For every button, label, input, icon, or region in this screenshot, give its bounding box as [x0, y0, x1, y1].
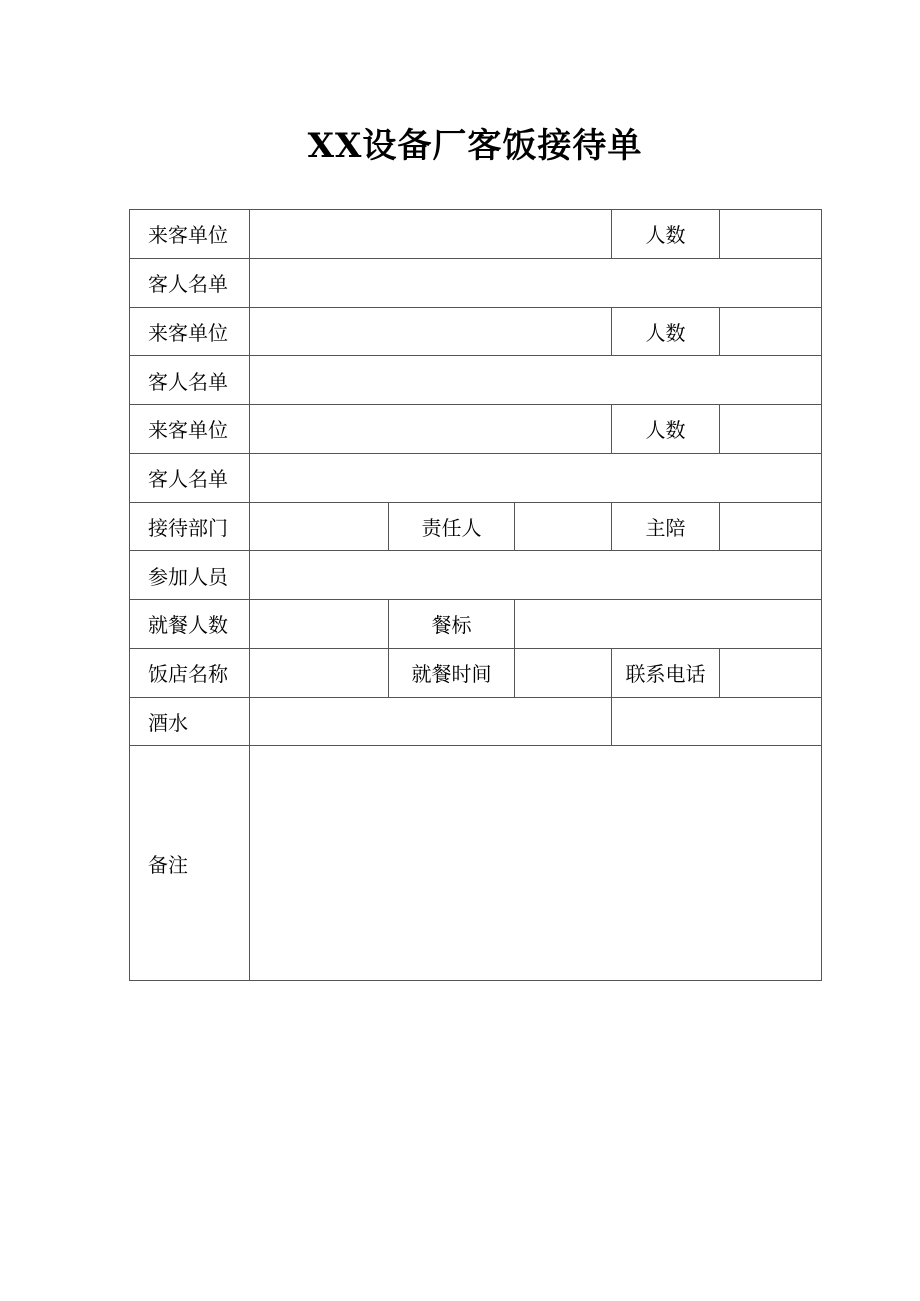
table-row — [130, 600, 822, 649]
host-field[interactable] — [720, 502, 822, 551]
table-row — [130, 210, 822, 259]
meal-standard-label: 餐标 — [389, 600, 515, 649]
remarks-field[interactable] — [250, 746, 822, 981]
guest-unit-label: 来客单位 — [130, 405, 250, 454]
guest-list-field[interactable] — [250, 453, 822, 502]
table-row — [130, 551, 822, 600]
table-row — [130, 697, 822, 746]
table-row — [130, 258, 822, 307]
drinks-field[interactable] — [250, 697, 612, 746]
guest-list-label: 客人名单 — [130, 453, 250, 502]
guest-unit-label: 来客单位 — [130, 307, 250, 356]
table-row — [130, 648, 822, 697]
headcount-field[interactable] — [720, 307, 822, 356]
guest-list-field[interactable] — [250, 258, 822, 307]
headcount-field[interactable] — [720, 405, 822, 454]
guest-list-label: 客人名单 — [130, 356, 250, 405]
table-row — [130, 502, 822, 551]
table-row — [130, 356, 822, 405]
table-row — [130, 746, 822, 981]
meal-standard-field[interactable] — [515, 600, 822, 649]
headcount-label: 人数 — [612, 210, 720, 259]
restaurant-name-field[interactable] — [250, 648, 389, 697]
guest-unit-label: 来客单位 — [130, 210, 250, 259]
remarks-label: 备注 — [130, 746, 250, 981]
table-row — [130, 307, 822, 356]
drinks-extra-field[interactable] — [612, 697, 822, 746]
page-title: XX设备厂客饭接待单 — [307, 126, 643, 166]
guest-unit-field[interactable] — [250, 405, 612, 454]
guest-list-label: 客人名单 — [130, 258, 250, 307]
host-label: 主陪 — [612, 502, 720, 551]
table-row — [130, 453, 822, 502]
meal-time-field[interactable] — [515, 648, 612, 697]
attendees-label: 参加人员 — [130, 551, 250, 600]
contact-phone-field[interactable] — [720, 648, 822, 697]
drinks-label: 酒水 — [130, 697, 250, 746]
guest-unit-field[interactable] — [250, 210, 612, 259]
meal-time-label: 就餐时间 — [389, 648, 515, 697]
headcount-label: 人数 — [612, 405, 720, 454]
reception-form-table — [129, 209, 822, 981]
restaurant-name-label: 饭店名称 — [130, 648, 250, 697]
headcount-field[interactable] — [720, 210, 822, 259]
diner-count-label: 就餐人数 — [130, 600, 250, 649]
guest-list-field[interactable] — [250, 356, 822, 405]
attendees-field[interactable] — [250, 551, 822, 600]
responsible-person-label: 责任人 — [389, 502, 515, 551]
guest-unit-field[interactable] — [250, 307, 612, 356]
responsible-person-field[interactable] — [515, 502, 612, 551]
table-row — [130, 405, 822, 454]
reception-dept-field[interactable] — [250, 502, 389, 551]
reception-dept-label: 接待部门 — [130, 502, 250, 551]
headcount-label: 人数 — [612, 307, 720, 356]
diner-count-field[interactable] — [250, 600, 389, 649]
contact-phone-label: 联系电话 — [612, 648, 720, 697]
